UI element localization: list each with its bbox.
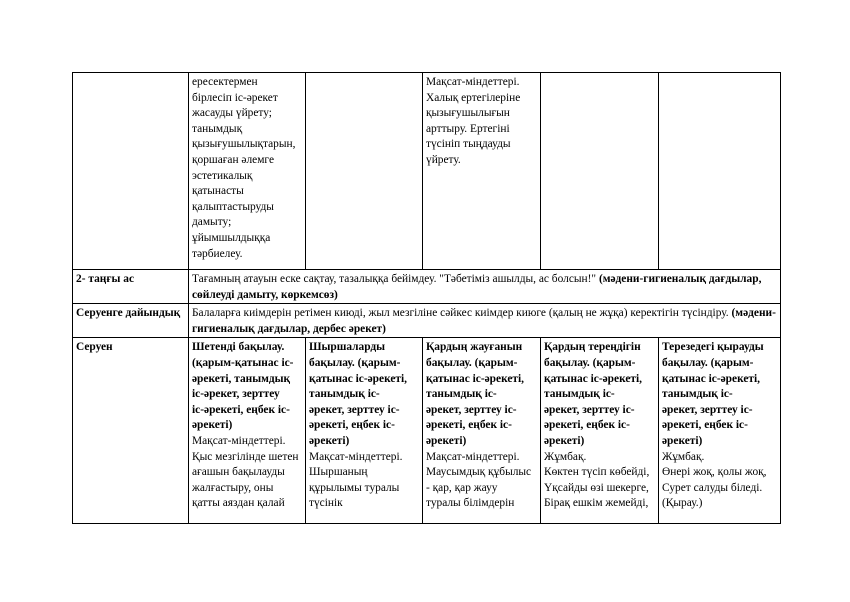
- walk-col-4: Қардың тереңдігін бақылау. (қарым- қатынас іс-әрекеті, танымдық іс- әрекет, зерттеу іс- әрекеті, еңбек іс- әрекеті) Жұмбақ. Көктен түсіп көбейді, Үқсайды өзі шекерге, Бірақ ешкім жемейді,: [541, 338, 659, 524]
- row3-label: Серуенге дайындық: [73, 304, 189, 338]
- walk-col-3: Қардың жауғанын бақылау. (қарым- қатынас іс-әрекеті, танымдық іс- әрекет, зерттеу іс- әрекеті, еңбек іс- әрекеті) Мақсат-міндеттері. Маусымдық құбылыс - қар, қар жауу туралы білімдерін: [423, 338, 541, 524]
- walk-col-5: Терезедегі қырауды бақылау. (қарым- қатынас іс-әрекеті, танымдық іс- әрекет, зерттеу іс- әрекеті, еңбек іс- әрекеті) Жұмбақ. Өнері жоқ, қолы жоқ, Сурет салуды біледі. (Қырау.): [659, 338, 781, 524]
- table-row: [73, 338, 781, 524]
- row4-label: Серуен: [73, 338, 189, 524]
- row1-col4-cell: Мақсат-міндеттері. Халық ертегілеріне қызығушылығын арттыру. Ертегіні түсініп тыңдауды үйрету.: [423, 73, 541, 270]
- table-row: [73, 270, 781, 304]
- schedule-table: [72, 72, 781, 524]
- row1-col3-cell: [306, 73, 423, 270]
- walk-col-1: Шетенді бақылау. (қарым-қатынас іс- әрекеті, танымдық іс-әрекет, зерттеу іс-әрекеті, еңбек іс- әрекеті) Мақсат-міндеттері. Қыс мезгілінде шетен ағашын бақылауды жалғастыру, оны қатты аяздан қалай: [189, 338, 306, 524]
- table-row: [73, 73, 781, 270]
- walk-col-2: Шыршаларды бақылау. (қарым- қатынас іс-әрекеті, танымдық іс- әрекет, зерттеу іс- әрекеті, еңбек іс- әрекеті) Мақсат-міндеттері. Шыршаның құрылымы туралы түсінік: [306, 338, 423, 524]
- row1-col5-cell: [541, 73, 659, 270]
- row1-col6-cell: [659, 73, 781, 270]
- row2-content: Тағамның атауын еске сақтау, тазалыққа бейімдеу. "Тәбетіміз ашылды, ас болсын!" (мәдени-гигиеналық дағдылар, сөйлеуді дамыту, көркемсөз): [189, 270, 781, 304]
- row2-label: 2- таңғы ас: [73, 270, 189, 304]
- row3-content: Балаларға киімдерін ретімен киюді, жыл мезгіліне сәйкес киімдер киюге (қалың не жұқа) керектігін түсіндіру. (мәдени-гигиеналық дағдылар, дербес әрекет): [189, 304, 781, 338]
- table-row: [73, 304, 781, 338]
- row1-col2-cell: ересектермен бірлесіп іс-әрекет жасауды үйрету; танымдық қызығушылықтарын, қоршаған әлемге эстетикалық қатынасты қалыптастыруды дамыту; ұйымшылдыққа тәрбиелеу.: [189, 73, 306, 270]
- row1-label-cell: [73, 73, 189, 270]
